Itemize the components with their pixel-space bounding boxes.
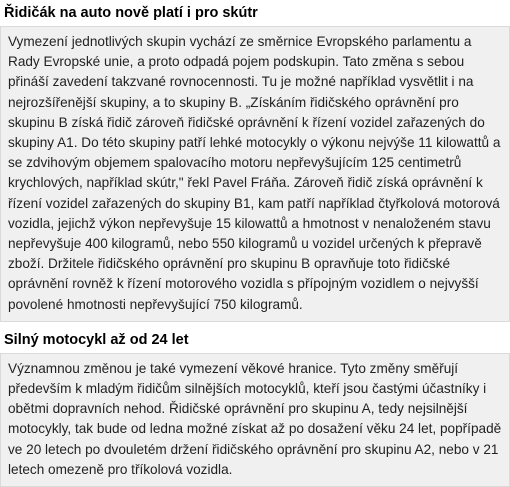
section-heading: Silný motocykl až od 24 let [0,327,510,353]
section-strong-motorcycle [0,327,510,487]
section-paragraph: Významnou změnou je také vymezení věkové hranice. Tyto změny směřují především k mladým řidičům silnějších motocyklů, kteří jsou častými účastníky i obětmi dopravních nehod. Řidičské oprávnění pro skupinu A, tedy nejsilnější motocykly, tak bude od ledna možné získat až po dosažení věku 24 let, popřípadě ve 20 letech po dvouletém držení řidičského oprávnění pro skupinu A2, nebo v 21 letech omezeně pro tříkolová vozidla. [8,360,502,477]
section-heading: Řidičák na auto nově platí i pro skútr [0,0,510,26]
section-paragraph: Vymezení jednotlivých skupin vychází ze směrnice Evropského parlamentu a Rady Evropské unie, a proto odpadá pojem podskupin. Tato změna s sebou přináší zavedení takzvané rovnocennosti. Tu je možné například vysvětlit i na nejrozšířenější skupiny, a to skupiny B. „Získáním řidičského oprávnění pro skupinu B získá řidič zároveň řidičské oprávnění k řízení vozidel zařazených do skupiny A1. Do této skupiny patří lehké motocykly o výkonu nejvýše 11 kilowattů a se zdvihovým objemem spalovacího motoru nepřevyšujícím 125 centimetrů krychlových, například skútr," řekl Pavel Fráňa. Zároveň řidič získá oprávnění k řízení vozidel zařazených do skupiny B1, kam patří například čtyřkolová motorová vozidla, jejichž výkon nepřevyšuje 15 kilowattů a hmotnost v nenaloženém stavu nepřevyšuje 400 kilogramů, nebo 550 kilogramů u vozidel určených k přepravě zboží. Držitele řidičského oprávnění pro skupinu B opravňuje toto řidičské oprávnění rovněž k řízení motorového vozidla s přípojným vozidlem o nejvyšší povolené hmotnosti nepřevyšující 750 kilogramů. [8,34,501,312]
section-text-box [0,26,510,322]
